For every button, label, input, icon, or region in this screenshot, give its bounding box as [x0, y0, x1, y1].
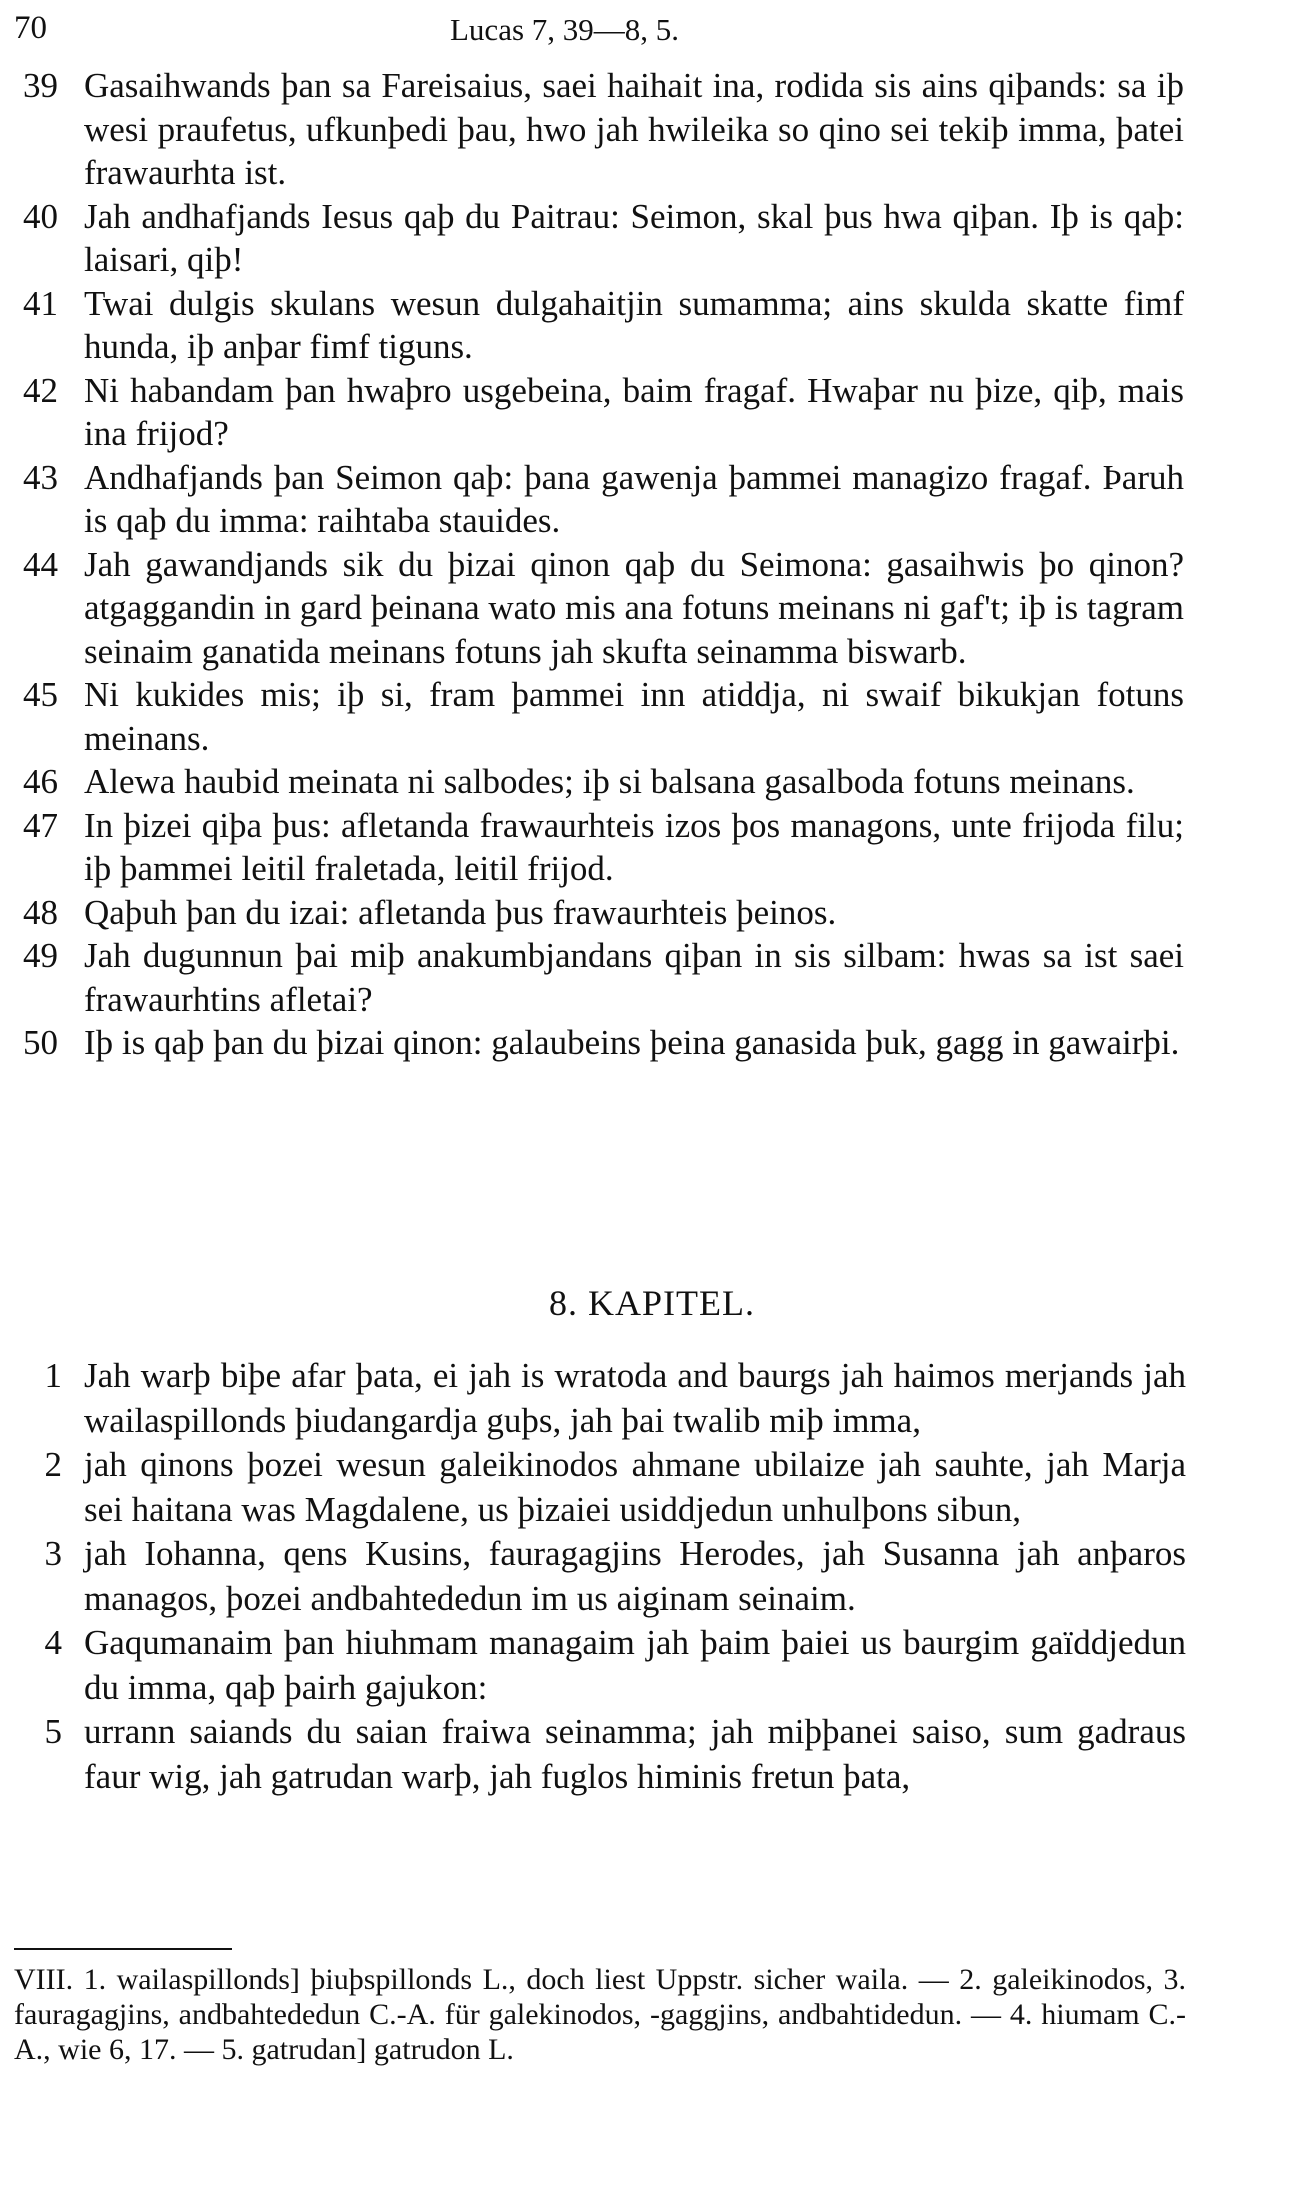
- verse-number: 42: [23, 370, 58, 410]
- chapter-7-text: [0, 64, 1304, 1065]
- running-head: Lucas 7, 39—8, 5.: [450, 12, 680, 47]
- verse-7-48: [0, 891, 1304, 935]
- verse-number: 4: [44, 1623, 62, 1662]
- verse-number: 44: [23, 544, 58, 584]
- verse-8-3: [0, 1532, 1304, 1621]
- verse-text: jah qinons þozei wesun galeikinodos ahmane ubilaize jah sauhte, jah Marja sei haitana was Magdalene, us þizaiei usiddjedun unhulþons sibun,: [84, 1445, 1186, 1529]
- footnote-block: [14, 1962, 1186, 2067]
- verse-text: Alewa haubid meinata ni salbodes; iþ si balsana gasalboda fotuns meinans.: [84, 762, 1135, 801]
- verse-number: 45: [23, 675, 58, 714]
- verse-number: 50: [23, 1023, 58, 1062]
- verse-text: Iþ is qaþ þan du þizai qinon: galaubeins þeina ganasida þuk, gagg in gawairþi.: [84, 1023, 1180, 1062]
- verse-text: Gasaihwands þan sa Fareisaius, saei haihait ina, rodida sis ains qiþands: sa iþ wesi praufetus, ufkunþedi þau, hwo jah hwileika so qino sei tekiþ imma, þatei frawaurhta ist.: [84, 66, 1184, 192]
- verse-text: Jah andhafjands Iesus qaþ du Paitrau: Seimon, skal þus hwa qiþan. Iþ is qaþ: laisari, qiþ!: [84, 196, 1184, 279]
- verse-7-47: [0, 804, 1304, 891]
- chapter-heading: 8. KAPITEL.: [549, 1283, 755, 1323]
- verse-8-4: [0, 1621, 1304, 1710]
- verse-number: 3: [44, 1534, 62, 1573]
- chapter-8-text: [0, 1354, 1304, 1799]
- verse-7-42: [0, 369, 1304, 456]
- verse-text: Jah warþ biþe afar þata, ei jah is wratoda and baurgs jah haimos merjands jah wailaspillonds þiudangardja guþs, jah þai twalib miþ imma,: [84, 1356, 1186, 1440]
- footnote-divider: [14, 1948, 232, 1950]
- verse-number: 47: [23, 805, 58, 845]
- verse-text: Gaqumanaim þan hiuhmam managaim jah þaim þaiei us baurgim gaïddjedun du imma, qaþ þairh gajukon:: [84, 1623, 1186, 1707]
- verse-7-39: [0, 64, 1304, 195]
- verse-text: Twai dulgis skulans wesun dulgahaitjin sumamma; ains skulda skatte fimf hunda, iþ anþar fimf tiguns.: [84, 283, 1184, 366]
- verse-8-2: [0, 1443, 1304, 1532]
- verse-7-43: [0, 456, 1304, 543]
- verse-7-41: [0, 282, 1304, 369]
- verse-8-5: [0, 1710, 1304, 1799]
- verse-7-46: [0, 760, 1304, 804]
- verse-number: 48: [23, 892, 58, 932]
- verse-text: Qaþuh þan du izai: afletanda þus frawaurhteis þeinos.: [84, 892, 837, 932]
- verse-text: Ni habandam þan hwaþro usgebeina, baim fragaf. Hwaþar nu þize, qiþ, mais ina frijod?: [84, 370, 1184, 453]
- verse-number: 46: [23, 762, 58, 801]
- verse-text: jah Iohanna, qens Kusins, fauragagjins Herodes, jah Susanna jah anþaros managos, þozei andbahtededun im us aiginam seinaim.: [84, 1534, 1186, 1618]
- footnote-text: VIII. 1. wailaspillonds] þiuþspillonds L., doch liest Uppstr. sicher waila. — 2. galeikinodos, 3. fauragagjins, andbahtededun C.-A. für galekinodos, -gaggjins, andbahtidedun. — 4. hiumam C.-A., wie 6, 17. — 5. gatrudan] gatrudon L.: [14, 1963, 1186, 2066]
- page-number: 70: [14, 10, 47, 46]
- verse-text: Andhafjands þan Seimon qaþ: þana gawenja þammei managizo fragaf. Þaruh is qaþ du imma: raihtaba stauides.: [84, 457, 1184, 540]
- verse-number: 49: [23, 936, 58, 975]
- verse-number: 41: [23, 283, 58, 323]
- verse-7-49: [0, 934, 1304, 1021]
- verse-7-50: [0, 1021, 1304, 1065]
- verse-text: In þizei qiþa þus: afletanda frawaurhteis izos þos managons, unte frijoda filu; iþ þammei leitil fraletada, leitil frijod.: [84, 805, 1184, 888]
- verse-number: 5: [44, 1712, 62, 1751]
- verse-7-45: [0, 673, 1304, 760]
- verse-7-44: [0, 543, 1304, 674]
- verse-number: 40: [23, 196, 58, 236]
- page-header: [0, 10, 1304, 58]
- verse-number: 1: [44, 1356, 62, 1395]
- verse-text: Ni kukides mis; iþ si, fram þammei inn atiddja, ni swaif bikukjan fotuns meinans.: [84, 675, 1184, 758]
- verse-number: 2: [44, 1445, 62, 1484]
- verse-7-40: [0, 195, 1304, 282]
- verse-number: 39: [23, 66, 58, 105]
- verse-text: Jah gawandjands sik du þizai qinon qaþ du Seimona: gasaihwis þo qinon? atgaggandin in gard þeinana wato mis ana fotuns meinans ni gaf't; iþ is tagram seinaim ganatida meinans fotuns jah skufta seinamma biswarb.: [84, 544, 1184, 671]
- verse-text: urrann saiands du saian fraiwa seinamma; jah miþþanei saiso, sum gadraus faur wig, jah gatrudan warþ, jah fuglos himinis fretun þata,: [84, 1712, 1186, 1796]
- verse-text: Jah dugunnun þai miþ anakumbjandans qiþan in sis silbam: hwas sa ist saei frawaurhtins afletai?: [84, 936, 1184, 1019]
- verse-8-1: [0, 1354, 1304, 1443]
- verse-number: 43: [23, 457, 58, 497]
